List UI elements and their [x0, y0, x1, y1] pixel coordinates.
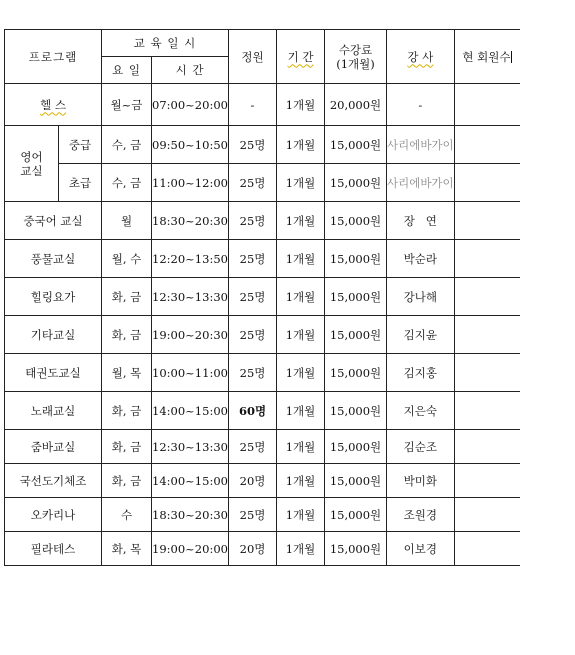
- fee-cell: 15,000원: [325, 464, 387, 498]
- time-cell: 12:30~13:30: [152, 278, 229, 316]
- time-cell: 19:00~20:00: [152, 532, 229, 566]
- program-cell: 중국어 교실: [5, 202, 102, 240]
- time-cell: 11:00~12:00: [152, 164, 229, 202]
- capacity-cell: 25명: [229, 430, 277, 464]
- header-period: 기 간: [277, 30, 325, 84]
- members-cell: [454, 532, 520, 566]
- capacity-cell: 25명: [229, 240, 277, 278]
- fee-cell: 15,000원: [325, 430, 387, 464]
- day-cell: 월: [102, 202, 152, 240]
- capacity-cell: 20명: [229, 464, 277, 498]
- fee-cell: 15,000원: [325, 498, 387, 532]
- header-instructor: 강 사: [387, 30, 455, 84]
- day-cell: 화, 금: [102, 464, 152, 498]
- day-cell: 월~금: [102, 84, 152, 126]
- fee-cell: 20,000원: [325, 84, 387, 126]
- time-cell: 10:00~11:00: [152, 354, 229, 392]
- program-cell: 헬 스: [5, 84, 102, 126]
- time-cell: 14:00~15:00: [152, 392, 229, 430]
- period-cell: 1개월: [277, 126, 325, 164]
- period-cell: 1개월: [277, 164, 325, 202]
- capacity-cell: 25명: [229, 354, 277, 392]
- instructor-cell: 김지홍: [387, 354, 455, 392]
- capacity-cell: 25명: [229, 202, 277, 240]
- fee-cell: 15,000원: [325, 202, 387, 240]
- header-program: 프로그램: [5, 30, 102, 84]
- members-cell: [454, 126, 520, 164]
- capacity-cell: 25명: [229, 498, 277, 532]
- program-cell: 풍물교실: [5, 240, 102, 278]
- time-cell: 09:50~10:50: [152, 126, 229, 164]
- fee-cell: 15,000원: [325, 126, 387, 164]
- table-row: [5, 532, 521, 566]
- day-cell: 화, 목: [102, 532, 152, 566]
- program-cell: 줌바교실: [5, 430, 102, 464]
- table-row: [5, 464, 521, 498]
- members-cell: [454, 316, 520, 354]
- instructor-cell: 조원경: [387, 498, 455, 532]
- instructor-cell: 강나해: [387, 278, 455, 316]
- table-row: [5, 498, 521, 532]
- table-row: [5, 278, 521, 316]
- period-cell: 1개월: [277, 202, 325, 240]
- capacity-cell: 25명: [229, 278, 277, 316]
- fee-cell: 15,000원: [325, 278, 387, 316]
- instructor-cell: 김지윤: [387, 316, 455, 354]
- period-cell: 1개월: [277, 392, 325, 430]
- program-cell: 초급: [59, 164, 102, 202]
- day-cell: 화, 금: [102, 392, 152, 430]
- capacity-cell: 25명: [229, 316, 277, 354]
- time-cell: 18:30~20:30: [152, 498, 229, 532]
- program-cell: 노래교실: [5, 392, 102, 430]
- members-cell: [454, 392, 520, 430]
- time-cell: 18:30~20:30: [152, 202, 229, 240]
- table-row: [5, 316, 521, 354]
- members-cell: [454, 84, 520, 126]
- instructor-cell: 박순라: [387, 240, 455, 278]
- instructor-cell: -: [387, 84, 455, 126]
- capacity-cell: -: [229, 84, 277, 126]
- period-cell: 1개월: [277, 464, 325, 498]
- header-members: 현 회원수: [454, 30, 520, 84]
- instructor-cell: 사리에바가이: [387, 126, 455, 164]
- period-cell: 1개월: [277, 430, 325, 464]
- day-cell: 화, 금: [102, 316, 152, 354]
- period-cell: 1개월: [277, 84, 325, 126]
- table-row: [5, 430, 521, 464]
- capacity-cell: 20명: [229, 532, 277, 566]
- members-cell: [454, 464, 520, 498]
- program-cell: 태권도교실: [5, 354, 102, 392]
- table-row: [5, 126, 521, 164]
- table-row: [5, 354, 521, 392]
- header-day: 요 일: [102, 57, 152, 84]
- table-row: [5, 240, 521, 278]
- time-cell: 19:00~20:30: [152, 316, 229, 354]
- header-capacity: 정원: [229, 30, 277, 84]
- program-cell: 기타교실: [5, 316, 102, 354]
- table-row: [5, 392, 521, 430]
- day-cell: 화, 금: [102, 278, 152, 316]
- instructor-cell: 박미화: [387, 464, 455, 498]
- day-cell: 월, 목: [102, 354, 152, 392]
- capacity-cell: 25명: [229, 164, 277, 202]
- instructor-cell: 이보경: [387, 532, 455, 566]
- instructor-cell: 사리에바가이: [387, 164, 455, 202]
- members-cell: [454, 498, 520, 532]
- fee-cell: 15,000원: [325, 240, 387, 278]
- day-cell: 수, 금: [102, 126, 152, 164]
- period-cell: 1개월: [277, 532, 325, 566]
- period-cell: 1개월: [277, 354, 325, 392]
- day-cell: 수, 금: [102, 164, 152, 202]
- day-cell: 월, 수: [102, 240, 152, 278]
- members-cell: [454, 202, 520, 240]
- schedule-table: [4, 29, 520, 566]
- fee-cell: 15,000원: [325, 354, 387, 392]
- period-cell: 1개월: [277, 316, 325, 354]
- table-row: [5, 84, 521, 126]
- header-schedule: 교 육 일 시: [102, 30, 229, 57]
- day-cell: 화, 금: [102, 430, 152, 464]
- members-cell: [454, 278, 520, 316]
- time-cell: 12:30~13:30: [152, 430, 229, 464]
- instructor-cell: 지은숙: [387, 392, 455, 430]
- members-cell: [454, 430, 520, 464]
- fee-cell: 15,000원: [325, 316, 387, 354]
- header-fee: 수강료 (1개월): [325, 30, 387, 84]
- capacity-cell: 25명: [229, 126, 277, 164]
- period-cell: 1개월: [277, 240, 325, 278]
- program-cell: 국선도기체조: [5, 464, 102, 498]
- header-time: 시 간: [152, 57, 229, 84]
- day-cell: 수: [102, 498, 152, 532]
- instructor-cell: 장 연: [387, 202, 455, 240]
- table-row: [5, 202, 521, 240]
- period-cell: 1개월: [277, 498, 325, 532]
- instructor-cell: 김순조: [387, 430, 455, 464]
- members-cell: [454, 164, 520, 202]
- text-cursor: [511, 51, 512, 63]
- time-cell: 07:00~20:00: [152, 84, 229, 126]
- time-cell: 12:20~13:50: [152, 240, 229, 278]
- fee-cell: 15,000원: [325, 532, 387, 566]
- fee-cell: 15,000원: [325, 164, 387, 202]
- program-cell: 오카리나: [5, 498, 102, 532]
- capacity-cell: 60명: [229, 392, 277, 430]
- fee-cell: 15,000원: [325, 392, 387, 430]
- program-cell: 중급: [59, 126, 102, 164]
- english-group-cell: 영어 교실: [5, 126, 59, 202]
- table-row: [5, 164, 521, 202]
- time-cell: 14:00~15:00: [152, 464, 229, 498]
- program-cell: 필라테스: [5, 532, 102, 566]
- members-cell: [454, 240, 520, 278]
- members-cell: [454, 354, 520, 392]
- program-cell: 힐링요가: [5, 278, 102, 316]
- period-cell: 1개월: [277, 278, 325, 316]
